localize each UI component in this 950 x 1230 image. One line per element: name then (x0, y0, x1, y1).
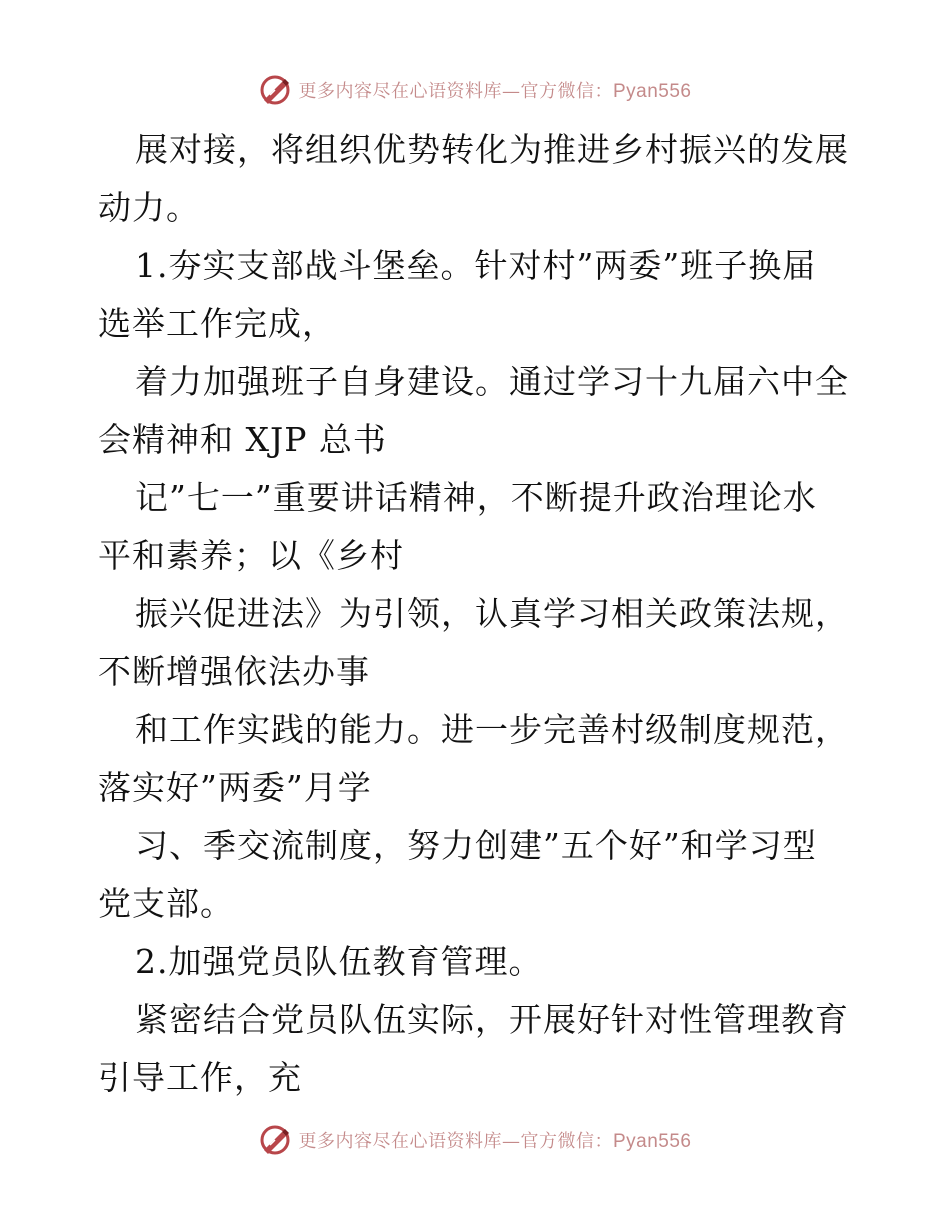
text-line: 着力加强班子自身建设。通过学习十九届六中全 (135, 362, 849, 401)
text-line: 习、季交流制度，努力创建”五个好”和学习型 (135, 826, 817, 865)
text-line: 动力。 (98, 188, 200, 227)
watermark-text: 更多内容尽在心语资料库—官方微信：Pyan556 (298, 81, 692, 102)
watermark-group (258, 1123, 691, 1157)
text-line: 紧密结合党员队伍实际，开展好针对性管理教育 (135, 1000, 849, 1039)
text-line: 会精神和 XJP 总书 (98, 420, 387, 459)
pen-logo-icon (258, 73, 292, 107)
watermark-group (258, 73, 691, 107)
text-line: 振兴促进法》为引领，认真学习相关政策法规， (135, 594, 849, 633)
text-line: 展对接，将组织优势转化为推进乡村振兴的发展 (135, 130, 849, 169)
text-line: 不断增强依法办事 (98, 652, 370, 691)
footer-watermark (0, 1120, 950, 1160)
watermark-text: 更多内容尽在心语资料库—官方微信：Pyan556 (298, 1131, 692, 1152)
header-watermark (0, 70, 950, 110)
text-line: 平和素养；以《乡村 (98, 536, 404, 575)
document-body (98, 121, 858, 1107)
text-line: 党支部。 (98, 884, 234, 923)
text-line: 记”七一”重要讲话精神，不断提升政治理论水 (135, 478, 817, 517)
text-line: 2.加强党员队伍教育管理。 (135, 942, 543, 981)
pen-logo-icon (258, 1123, 292, 1157)
text-line: 和工作实践的能力。进一步完善村级制度规范， (135, 710, 849, 749)
text-line: 落实好”两委”月学 (98, 768, 372, 807)
text-line: 1.夯实支部战斗堡垒。针对村”两委”班子换届 (135, 246, 817, 285)
text-line: 引导工作，充 (98, 1058, 302, 1097)
text-line: 选举工作完成， (98, 304, 336, 343)
